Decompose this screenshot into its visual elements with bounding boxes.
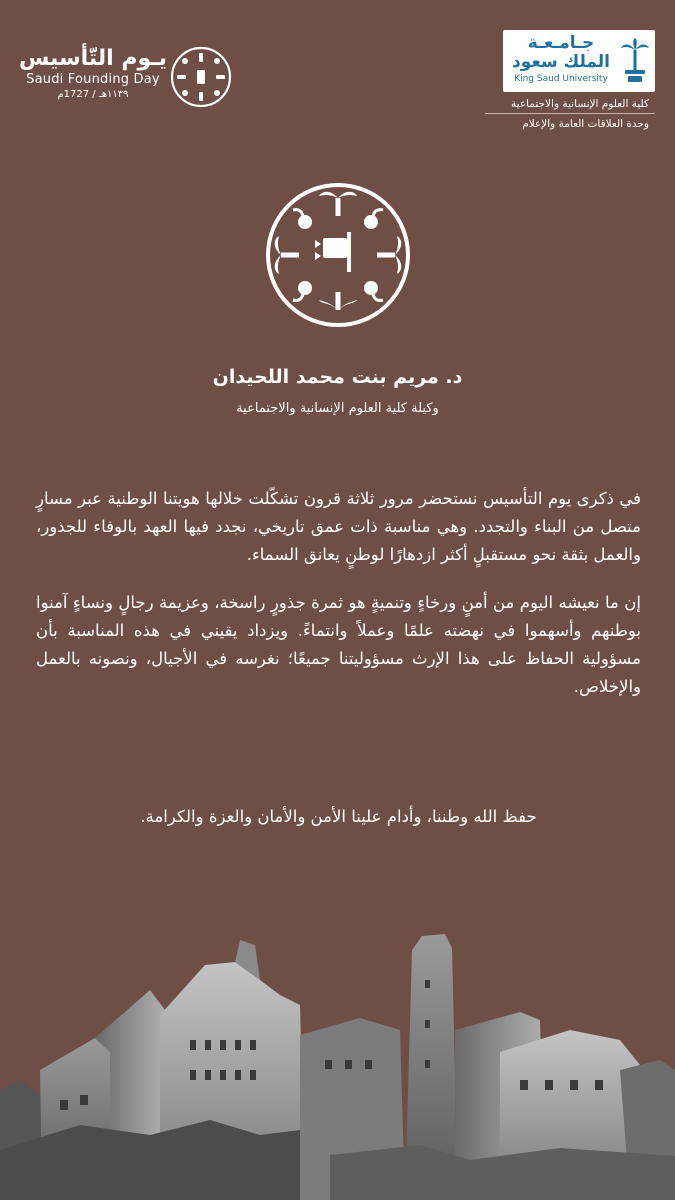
message-paragraph: إن ما نعيشه اليوم من أمنٍ ورخاءٍ وتنميةٍ هو ثمرة جذورٍ راسخة، وعزيمة رجالٍ ونساءٍ آمنوا بوطنهم وأسهموا في نهضته علمًا وعملاً وانتماءً. ويزداد يقيني في هذه المناسبة بأن مسؤولية الحفاظ على هذا الإرث مسؤوليتنا جميعًا؛ نغرسه في الأجيال، ونصونه بالعمل والإخلاص. <box>36 593 641 696</box>
diriyah-ruins-illustration <box>0 920 675 1200</box>
founding-day-emblem-icon <box>170 46 232 108</box>
founding-day-dates: ١١٣٩هـ / 1727م <box>57 89 129 100</box>
ksu-logo-box <box>503 30 655 92</box>
ksu-unit-name: وحدة العلاقات العامة والإعلام <box>522 118 649 130</box>
founding-day-seal-icon <box>263 180 413 330</box>
speaker-name: د. مريم بنت محمد اللحيدان <box>212 366 463 388</box>
ksu-english-name: King Saud University <box>514 74 608 84</box>
ksu-divider <box>485 113 655 114</box>
message-closing: حفظ الله وطننا، وأدام علينا الأمن والأمان والعزة والكرامة. <box>140 807 537 826</box>
founding-day-english-title: Saudi Founding Day <box>26 72 160 87</box>
ksu-college-name: كلية العلوم الإنسانية والاجتماعية <box>511 98 649 110</box>
founding-day-logo <box>18 46 233 124</box>
founding-day-arabic-title: يـوم التّأسيس <box>18 46 168 71</box>
message-paragraph: في ذكرى يوم التأسيس نستحضر مرور ثلاثة قرون تشكّلت خلالها هويتنا الوطنية عبر مسارٍ متصل من البناء والتجدد. وهي مناسبة ذات عمق تاريخي، نجدد فيها العهد بالوفاء للجذور، والعمل بثقة نحو مستقبلٍ أكثر ازدهارًا لوطنٍ يعانق السماء. <box>36 489 641 564</box>
message-body <box>36 485 641 721</box>
ksu-palm-emblem-icon <box>619 38 651 84</box>
founding-day-wordmark <box>18 46 168 102</box>
speaker-title: وكيلة كلية العلوم الإنسانية والاجتماعية <box>236 401 439 416</box>
ksu-arabic-name: جـامـعـة الملك سعود <box>512 33 610 72</box>
ksu-logo <box>495 30 655 134</box>
